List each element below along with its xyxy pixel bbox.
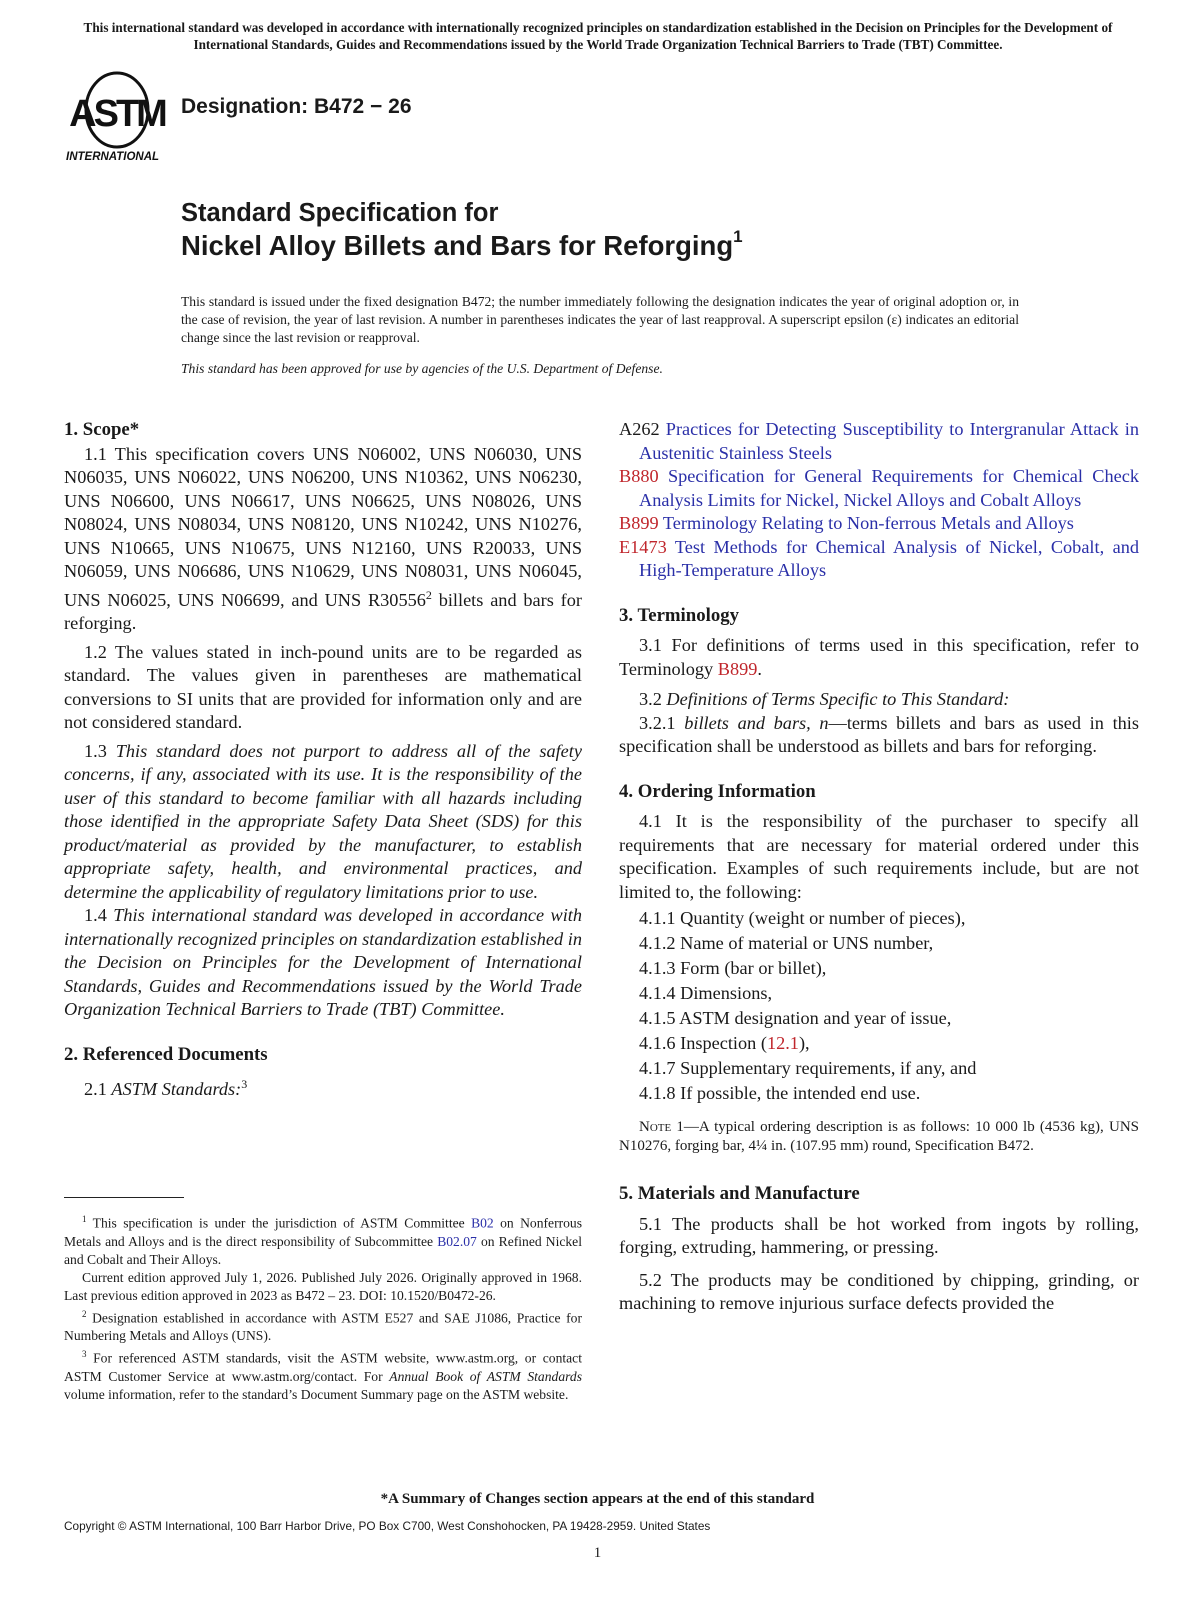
note-1: Note 1—A typical ordering description is as follows: 10 000 lb (4536 kg), UNS N10276, forging bar, 4¼ in. (107.95 mm) round, Specification B472. xyxy=(619,1119,1139,1154)
reference-title-link[interactable]: Practices for Detecting Susceptibility to Intergranular Attack in Austenitic Stainless Steels xyxy=(639,419,1139,463)
summary-of-changes-note: *A Summary of Changes section appears at the end of this standard xyxy=(380,1491,815,1507)
reference-item xyxy=(619,512,1139,536)
reference-code[interactable]: B880 xyxy=(619,466,659,486)
reference-code[interactable]: E1473 xyxy=(619,536,667,557)
para-1-1: 1.1 This specification covers UNS N06002, UNS N06030, UNS N06035, UNS N06022, UNS N06200, UNS N10362, UNS N06230, UNS N06600, UNS N06617, UNS N06625, UNS N08026, UNS N08024, UNS N08034, UNS N08120, UNS N10242, UNS N10276, UNS N10665, UNS N10675, UNS N12160, UNS R20033, UNS N06059, UNS N06686, UNS N10629, UNS N08031, UNS N06045, UNS N06025, UNS N06699, and UNS R30556$^2$ billets and bars for reforging. xyxy=(64,443,582,634)
link-b02[interactable]: B02 xyxy=(471,1215,494,1231)
list-item: 4.1.5 ASTM designation and year of issue, xyxy=(639,1008,952,1028)
footnote-1-edition: Current edition approved July 1, 2026. Published July 2026. Originally approved in 1968. Last previous edition approved in 2023 as B472 – 23. DOI: 10.1520/B0472-26. xyxy=(64,1269,582,1303)
copyright: Copyright © ASTM International, 100 Barr Harbor Drive, PO Box C700, West Conshohocken, PA 19428-2959. United States xyxy=(64,1519,711,1533)
reference-item xyxy=(619,465,1139,512)
para-1-4: 1.4 This international standard was developed in accordance with internationally recognized principles on standardization established in the Decision on Principles for the Development of International Standards, Guides and Recommendations issued by the World Trade Organization Technical Barriers to Trade (TBT) Committee. xyxy=(64,905,583,1020)
para-3-2-1: 3.2.1 billets and bars, n—terms billets and bars as used in this specification shall be understood as billets and bars for reforging. xyxy=(619,712,1139,756)
reference-title-link[interactable]: Specification for General Requirements for Chemical Check Analysis Limits for Nickel, Nickel Alloys and Cobalt Alloys xyxy=(639,466,1139,510)
section-3-heading: 3. Terminology xyxy=(619,604,740,626)
logo-subtext: INTERNATIONAL xyxy=(66,151,160,163)
top-notice: This international standard was developed in accordance with internationally recognized principles on standardization established in the Decision on Principles for the Development of International Standards, Guides and Recommendations issued by the World Trade Organization Technical Barriers to Trade (TBT) Committee. xyxy=(83,20,1113,52)
preamble: This standard is issued under the fixed designation B472; the number immediately following the designation indicates the year of original adoption or, in the case of revision, the year of last revision. A number in parentheses indicates the year of last reapproval. A superscript epsilon (ε) indicates an editorial change since the last revision or reapproval. xyxy=(181,294,1019,345)
reference-code[interactable]: B899 xyxy=(619,513,659,533)
title-text: Nickel Alloy Billets and Bars for Reforging xyxy=(181,230,734,262)
footnote-1: $^1$ This specification is under the jurisdiction of ASTM Committee B02 on Nonferrous Metals and Alloys and is the direct responsibility of Subcommittee B02.07 on Refined Nickel and Cobalt and Their Alloys. xyxy=(64,1214,583,1267)
right-column xyxy=(619,418,1139,1316)
para-1-2: 1.2 The values stated in inch-pound units are to be regarded as standard. The values given in parentheses are mathematical conversions to SI units that are provided for information only and are not considered standard. xyxy=(64,641,582,733)
dod-approval-note: This standard has been approved for use by agencies of the U.S. Department of Defense. xyxy=(181,361,663,376)
reference-list xyxy=(619,418,1139,583)
logo-mark-text: ASTM xyxy=(69,93,165,135)
reference-code[interactable]: A262 xyxy=(619,419,660,439)
astm-logo xyxy=(66,70,168,166)
para-2-1: 2.1 ASTM Standards:$^3$ xyxy=(84,1077,248,1100)
footnote-2: $^2$ Designation established in accordance with ASTM E527 and SAE J1086, Practice for Numbering Metals and Alloys (UNS). xyxy=(64,1308,582,1344)
section-2-heading: 2. Referenced Documents xyxy=(64,1043,268,1065)
reference-title-link[interactable]: Terminology Relating to Non-ferrous Metals and Alloys xyxy=(662,513,1074,533)
reference-item xyxy=(619,418,1139,465)
section-4-heading: 4. Ordering Information xyxy=(619,780,816,802)
footnote-3: $^3$ For referenced ASTM standards, visit the ASTM website, www.astm.org, or contact ASTM Customer Service at www.astm.org/contact. For Annual Book of ASTM Standards volume information, refer to the standard’s Document Summary page on the ASTM website. xyxy=(64,1349,582,1402)
reference-item xyxy=(619,536,1139,583)
para-3-2: 3.2 Definitions of Terms Specific to This Standard: xyxy=(639,689,1010,709)
para-4-1: 4.1 It is the responsibility of the purchaser to specify all requirements that are necessary for material ordered under this specification. Examples of such requirements include, but are not limited to, the following: xyxy=(619,811,1139,902)
list-item: 4.1.6 Inspection (12.1), xyxy=(639,1033,810,1053)
link-12-1[interactable]: 12.1 xyxy=(766,1033,799,1053)
reference-title-link[interactable]: Test Methods for Chemical Analysis of Nickel, Cobalt, and High-Temperature Alloys xyxy=(639,536,1139,580)
para-3-1: 3.1 For definitions of terms used in this specification, refer to Terminology B899. xyxy=(619,635,1139,679)
footnote-divider xyxy=(64,1197,184,1198)
list-item: 4.1.4 Dimensions, xyxy=(639,983,773,1003)
list-item: 4.1.1 Quantity (weight or number of pieces), xyxy=(639,908,966,928)
para-1-3: 1.3 This standard does not purport to address all of the safety concerns, if any, associated with its use. It is the responsibility of the user of this standard to become familiar with all hazards including those identified in the appropriate Safety Data Sheet (SDS) for this product/material as provided by the manufacturer, to establish appropriate safety, health, and environmental practices, and determine the applicability of regulatory limitations prior to use. xyxy=(64,740,582,902)
section-1-heading: 1. Scope* xyxy=(64,419,140,440)
title-line-1: Standard Specification for xyxy=(181,199,499,227)
list-item: 4.1.7 Supplementary requirements, if any, and xyxy=(639,1058,977,1078)
link-b02-07[interactable]: B02.07 xyxy=(437,1233,477,1249)
left-column xyxy=(64,418,582,1102)
footnotes xyxy=(64,1210,582,1404)
page-number: 1 xyxy=(593,1545,602,1561)
ordering-list xyxy=(619,906,1139,1106)
list-item: 4.1.8 If possible, the intended end use. xyxy=(639,1083,921,1103)
section-5-heading: 5. Materials and Manufacture xyxy=(619,1183,860,1204)
title-line-2 xyxy=(181,227,743,262)
designation: Designation: B472 − 26 xyxy=(181,95,412,118)
list-item: 4.1.2 Name of material or UNS number, xyxy=(639,933,934,953)
link-b899[interactable]: B899 xyxy=(717,658,758,679)
list-item: 4.1.3 Form (bar or billet), xyxy=(639,958,827,978)
para-5-1: 5.1 The products shall be hot worked from ingots by rolling, forging, extruding, hammering, or pressing. xyxy=(619,1213,1139,1257)
para-5-2: 5.2 The products may be conditioned by chipping, grinding, or machining to remove injurious surface defects provided the xyxy=(619,1269,1139,1313)
title-footnote-mark: 1 xyxy=(733,227,743,246)
